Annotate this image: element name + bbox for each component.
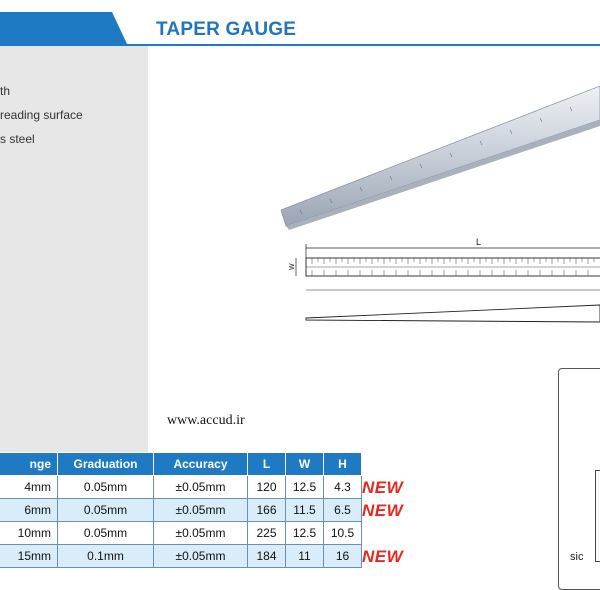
feature-item-1: th: [0, 84, 11, 98]
cell-l: 166: [248, 499, 286, 522]
cell-graduation: 0.05mm: [58, 499, 154, 522]
cell-accuracy: ±0.05mm: [154, 499, 248, 522]
page-title: TAPER GAUGE: [156, 19, 297, 40]
spec-table: [0, 452, 362, 568]
cell-graduation: 0.05mm: [58, 476, 154, 499]
table-header-row: [0, 453, 362, 476]
taper-gauge-photo: [281, 86, 600, 230]
cell-h: 10.5: [324, 522, 362, 545]
new-badge: NEW: [362, 478, 404, 497]
cell-w: 11: [286, 545, 324, 568]
cell-l: 225: [248, 522, 286, 545]
col-header-graduation: Graduation: [58, 453, 154, 476]
inset-gauge-image: [595, 470, 600, 562]
cell-l: 184: [248, 545, 286, 568]
table-row: [0, 522, 362, 545]
table-row: [0, 476, 362, 499]
new-badge: NEW: [362, 501, 404, 520]
cell-w: 12.5: [286, 522, 324, 545]
cell-range: 10mm: [0, 522, 58, 545]
dimension-label-width: W: [289, 263, 296, 270]
feature-item-3: s steel: [0, 132, 35, 146]
new-badge: NEW: [362, 547, 404, 566]
cell-graduation: 0.05mm: [58, 522, 154, 545]
cell-range: 6mm: [0, 499, 58, 522]
cell-l: 120: [248, 476, 286, 499]
cell-graduation: 0.1mm: [58, 545, 154, 568]
cell-accuracy: ±0.05mm: [154, 545, 248, 568]
inset-label: sic: [570, 551, 584, 563]
cell-h: 4.3: [324, 476, 362, 499]
cell-h: 6.5: [324, 499, 362, 522]
dimension-label-length: L: [476, 237, 482, 247]
cell-range: 4mm: [0, 476, 58, 499]
col-header-w: W: [286, 453, 324, 476]
cell-accuracy: ±0.05mm: [154, 476, 248, 499]
col-header-range: nge: [0, 453, 58, 476]
feature-item-2: reading surface: [0, 108, 83, 122]
col-header-l: L: [248, 453, 286, 476]
website-text: www.accud.ir: [167, 413, 245, 428]
technical-drawing: [296, 244, 600, 322]
col-header-accuracy: Accuracy: [154, 453, 248, 476]
cell-h: 16: [324, 545, 362, 568]
cell-range: 15mm: [0, 545, 58, 568]
table-row: [0, 499, 362, 522]
cell-accuracy: ±0.05mm: [154, 522, 248, 545]
cell-w: 12.5: [286, 476, 324, 499]
table-row: [0, 545, 362, 568]
cell-w: 11.5: [286, 499, 324, 522]
col-header-h: H: [324, 453, 362, 476]
